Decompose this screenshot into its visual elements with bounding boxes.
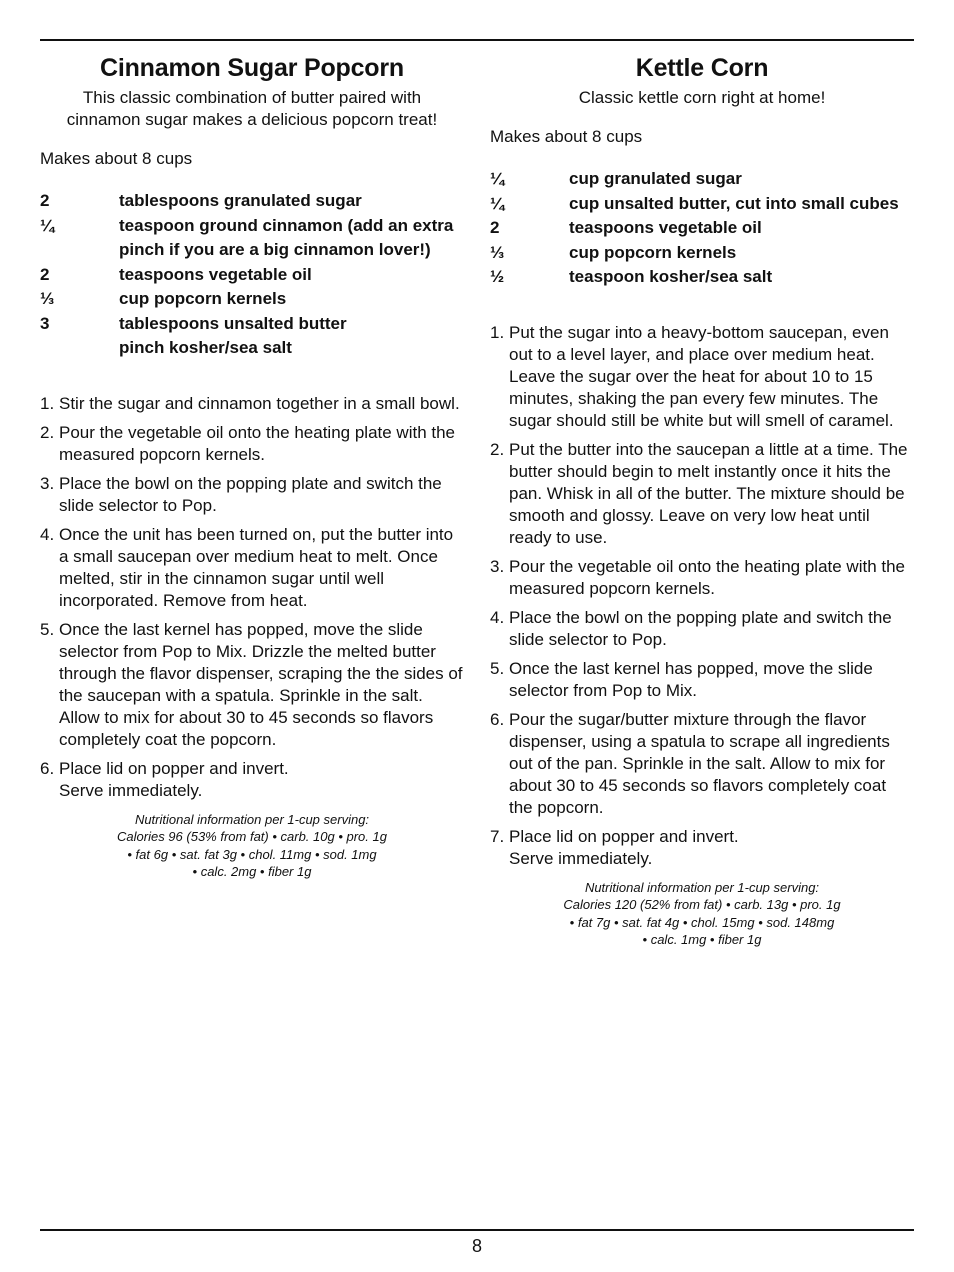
recipe-yield: Makes about 8 cups: [490, 127, 643, 146]
ingredient-description: teaspoon kosher/sea salt: [569, 267, 773, 286]
nutrition-line: Nutritional information per 1-cup serving:: [134, 811, 370, 827]
ingredient-item: [40, 312, 464, 337]
ingredient-item: [490, 265, 914, 290]
step-number: 6.: [490, 709, 505, 729]
instruction-step: [40, 619, 464, 751]
bottom-rule: [40, 1229, 914, 1231]
step-text: Place the bowl on the popping plate and switch the slide selector to Pop.: [59, 473, 442, 515]
recipe-cinnamon-sugar-popcorn: [40, 52, 464, 881]
recipe-title: Kettle Corn: [635, 54, 769, 82]
ingredient-description: teaspoons vegetable oil: [569, 218, 762, 237]
step-text: Pour the sugar/butter mixture through the flavor dispenser, using a spatula to scrape all ingredients out of the pan. Sprinkle in the salt. Allow to mix for about 30 to 45 seconds so flavors completely coat the popcorn.: [509, 709, 890, 817]
instruction-step: [490, 439, 914, 549]
step-number: 5.: [40, 619, 55, 639]
recipe-title: Cinnamon Sugar Popcorn: [100, 54, 404, 82]
step-text: Place lid on popper and invert. Serve immediately.: [59, 758, 289, 800]
ingredient-item: [40, 336, 464, 361]
ingredient-description: cup granulated sugar: [569, 169, 742, 188]
ingredient-description: tablespoons granulated sugar: [119, 191, 362, 210]
page-number: 8: [471, 1236, 482, 1256]
nutrition-info: [490, 879, 914, 949]
ingredient-quantity: 2: [40, 264, 50, 284]
instruction-step: [40, 393, 464, 415]
step-number: 7.: [490, 826, 505, 846]
ingredient-quantity: ¼: [490, 169, 505, 188]
step-text: Stir the sugar and cinnamon together in a small bowl.: [59, 393, 460, 413]
step-text: Pour the vegetable oil onto the heating plate with the measured popcorn kernels.: [509, 556, 906, 598]
step-number: 1.: [490, 322, 505, 342]
ingredient-quantity: ¼: [40, 215, 55, 235]
ingredient-description: teaspoon ground cinnamon (add an extra pinch if you are a big cinnamon lover!): [119, 215, 454, 259]
ingredient-description: pinch kosher/sea salt: [119, 338, 292, 357]
step-text: Place lid on popper and invert. Serve immediately.: [509, 826, 739, 868]
step-text: Once the last kernel has popped, move the slide selector from Pop to Mix. Drizzle the melted butter through the flavor dispenser, scraping the the sides of the saucepan with a spatula. Sprinkle in the salt. Allow to mix for about 30 to 45 seconds so flavors completely coat the popcorn.: [59, 619, 463, 749]
ingredient-item: [490, 241, 914, 266]
nutrition-line: Calories 96 (53% from fat) • carb. 10g • pro. 1g: [117, 829, 387, 844]
nutrition-line: • calc. 2mg • fiber 1g: [192, 864, 312, 879]
ingredient-quantity: ⅓: [40, 289, 55, 308]
ingredient-list: [490, 167, 914, 290]
step-text: Once the last kernel has popped, move the slide selector from Pop to Mix.: [509, 658, 873, 700]
instruction-step: [490, 826, 914, 870]
ingredient-quantity: ¼: [490, 193, 505, 213]
ingredient-description: teaspoons vegetable oil: [119, 264, 312, 284]
ingredient-quantity: 2: [40, 191, 50, 210]
step-number: 3.: [490, 556, 505, 576]
instruction-step: [40, 422, 464, 466]
instruction-step: [40, 758, 464, 802]
step-number: 1.: [40, 393, 55, 413]
step-text: Put the butter into the saucepan a little at a time. The butter should begin to melt instantly once it hits the pan. Whisk in all of the butter. The mixture should be smooth and glossy. Leave on very low heat until ready to use.: [509, 439, 908, 547]
ingredient-item: [490, 192, 914, 217]
ingredient-item: [40, 263, 464, 288]
ingredient-item: [490, 167, 914, 192]
step-text: Place the bowl on the popping plate and switch the slide selector to Pop.: [509, 607, 892, 649]
ingredient-list: [40, 189, 464, 361]
ingredient-quantity: [40, 336, 119, 361]
ingredient-description: cup popcorn kernels: [569, 242, 737, 262]
step-number: 4.: [40, 524, 55, 544]
recipe-intro: This classic combination of butter paired with cinnamon sugar makes a delicious popcorn treat!: [66, 88, 438, 129]
step-number: 4.: [490, 607, 505, 627]
instruction-list: [40, 393, 464, 802]
ingredient-description: cup popcorn kernels: [119, 289, 287, 308]
ingredient-description: cup unsalted butter, cut into small cubes: [569, 193, 899, 213]
nutrition-line: Calories 120 (52% from fat) • carb. 13g • pro. 1g: [563, 897, 841, 912]
step-number: 5.: [490, 658, 505, 678]
instruction-step: [40, 524, 464, 612]
step-number: 2.: [40, 422, 55, 442]
recipe-intro: Classic kettle corn right at home!: [578, 88, 826, 107]
step-number: 3.: [40, 473, 55, 493]
nutrition-line: • fat 6g • sat. fat 3g • chol. 11mg • sod. 1mg: [127, 846, 377, 862]
step-text: Once the unit has been turned on, put the butter into a small saucepan over medium heat to melt. Once melted, stir in the cinnamon sugar until well incorporated. Remove from heat.: [59, 524, 454, 610]
step-number: 6.: [40, 758, 55, 778]
instruction-step: [490, 556, 914, 600]
recipe-yield: Makes about 8 cups: [40, 149, 193, 168]
instruction-step: [490, 607, 914, 651]
ingredient-item: [40, 189, 464, 214]
top-rule: [40, 39, 914, 41]
ingredient-item: [40, 214, 464, 263]
nutrition-info: [40, 811, 464, 881]
nutrition-line: Nutritional information per 1-cup serving:: [584, 879, 820, 895]
recipe-kettle-corn: [490, 52, 914, 949]
step-text: Pour the vegetable oil onto the heating plate with the measured popcorn kernels.: [59, 422, 456, 464]
ingredient-item: [490, 216, 914, 241]
ingredient-quantity: 2: [490, 218, 500, 237]
ingredient-quantity: ½: [490, 267, 505, 286]
nutrition-line: • calc. 1mg • fiber 1g: [642, 932, 762, 947]
ingredient-item: [40, 287, 464, 312]
ingredient-quantity: ⅓: [490, 242, 505, 262]
instruction-step: [490, 322, 914, 432]
nutrition-line: • fat 7g • sat. fat 4g • chol. 15mg • sod. 148mg: [569, 914, 835, 930]
instruction-step: [490, 658, 914, 702]
instruction-step: [490, 709, 914, 819]
step-text: Put the sugar into a heavy-bottom saucepan, even out to a level layer, and place over medium heat. Leave the sugar over the heat for about 10 to 15 minutes, shaking the pan every few minutes. The sugar should still be white but will smell of caramel.: [509, 322, 894, 430]
instruction-list: [490, 322, 914, 870]
ingredient-quantity: 3: [40, 313, 50, 333]
step-number: 2.: [490, 439, 505, 459]
instruction-step: [40, 473, 464, 517]
ingredient-description: tablespoons unsalted butter: [119, 313, 347, 333]
